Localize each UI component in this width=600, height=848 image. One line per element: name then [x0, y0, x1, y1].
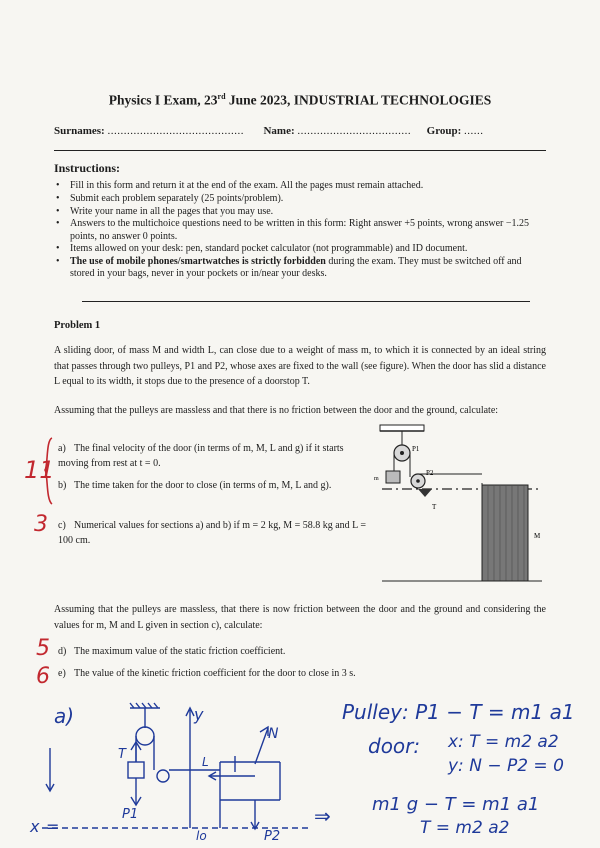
- label-t: T: [432, 503, 437, 511]
- question-a: a) The final velocity of the door (in terms of m, M, L and g) if it starts moving from rest at t = 0.: [58, 443, 344, 469]
- hw-combined-2: T = m2 a2: [420, 818, 510, 838]
- instruction-item-phones: • The use of mobile phones/smartwatches is strictly forbidden during the exam. They must be switched off and stored in your bags, never in your pockets or in/near your desks.: [54, 256, 544, 280]
- hw-sketch-n: N: [268, 726, 279, 742]
- hanging-mass: [386, 471, 400, 483]
- header-divider: [54, 150, 546, 151]
- instruction-item: • Submit each problem separately (25 points/problem).: [54, 193, 544, 205]
- hw-part-a: a): [54, 704, 75, 728]
- instructions-divider: [82, 301, 530, 302]
- instruction-item: • Answers to the multichoice questions need to be written in this form: Right answer +5 points, wrong answer −1.25 points, no answer 0 points.: [54, 218, 544, 242]
- score-e: 6: [36, 664, 50, 689]
- instruction-item: • Fill in this form and return it at the end of the exam. All the pages must remain attached.: [54, 180, 544, 192]
- exam-title: Physics I Exam, 23rd June 2023, INDUSTRIAL TECHNOLOGIES: [108, 92, 492, 108]
- hw-sketch-eq: =: [46, 817, 60, 836]
- group-field[interactable]: ......: [464, 125, 484, 137]
- instructions-list: [54, 180, 544, 281]
- hw-door-label: door:: [368, 734, 421, 758]
- question-d: d) The maximum value of the static friction coefficient.: [58, 646, 286, 657]
- hw-sketch-p1: P1: [122, 807, 139, 822]
- hw-pulley-equation: Pulley: P1 − T = m1 a1: [342, 700, 575, 724]
- hw-sketch-lo: lo: [196, 829, 207, 843]
- label-p2: P2: [426, 469, 434, 477]
- hw-sketch-l: L: [202, 755, 209, 769]
- score-ab: 11: [24, 456, 55, 484]
- question-c: c) Numerical values for sections a) and b) if m = 2 kg, M = 58.8 kg and L = 100 cm.: [58, 520, 367, 546]
- doorstop: [418, 489, 432, 497]
- instruction-item: • Items allowed on your desk: pen, standard pocket calculator (not programmable) and ID document.: [54, 243, 544, 255]
- name-field[interactable]: ...................................: [297, 125, 412, 137]
- score-d: 5: [36, 636, 50, 661]
- assumption-frictionless: Assuming that the pulleys are massless and that there is no friction between the door and the ground, calculate:: [54, 405, 499, 416]
- sliding-door: [482, 485, 528, 581]
- surnames-field[interactable]: ..........................................: [107, 125, 244, 137]
- label-p1: P1: [412, 445, 420, 453]
- label-door-mass: M: [534, 532, 541, 540]
- door-pulley-figure: [372, 425, 550, 590]
- hw-sketch-t: T: [118, 747, 126, 762]
- instructions-heading: Instructions:: [54, 161, 121, 175]
- hw-door-y-equation: y: N − P2 = 0: [448, 756, 564, 776]
- hw-combined-1: m1 g − T = m1 a1: [372, 794, 540, 815]
- hw-sketch-y: y: [194, 705, 204, 724]
- label-m: m: [374, 476, 379, 482]
- score-ab-bracket: [42, 436, 54, 506]
- name-label: Name:: [263, 125, 295, 137]
- hw-door-x-equation: x: T = m2 a2: [448, 732, 559, 752]
- surnames-label: Surnames:: [54, 125, 105, 137]
- assumption-friction: Assuming that the pulleys are massless, that there is now friction between the door and the ground and considering the values for m, M and L given in section c), calculate:: [54, 604, 546, 631]
- problem-heading: Problem 1: [54, 320, 101, 331]
- question-b: b) The time taken for the door to close (in terms of m, M, L and g).: [58, 480, 332, 491]
- hw-free-body-sketch: [30, 700, 320, 848]
- problem-intro: A sliding door, of mass M and width L, can close due to a weight of mass m, to which it is connected by an ideal string that passes through two pulleys, P1 and P2, whose axes are fixed to the wall (see figure). When the door has slid a distance L equal to its width, it stops due to the presence of a doorstop T.: [54, 345, 546, 387]
- hw-arrow: ⇒: [314, 804, 331, 828]
- ceiling-mount: [380, 425, 424, 431]
- score-c: 3: [34, 512, 48, 537]
- group-label: Group:: [426, 125, 462, 137]
- student-id-line: [54, 125, 484, 137]
- instruction-item: • Write your name in all the pages that you may use.: [54, 206, 544, 218]
- hw-sketch-p2: P2: [264, 829, 281, 844]
- question-e: e) The value of the kinetic friction coefficient for the door to close in 3 s.: [58, 668, 356, 679]
- hw-sketch-x: x: [30, 817, 40, 836]
